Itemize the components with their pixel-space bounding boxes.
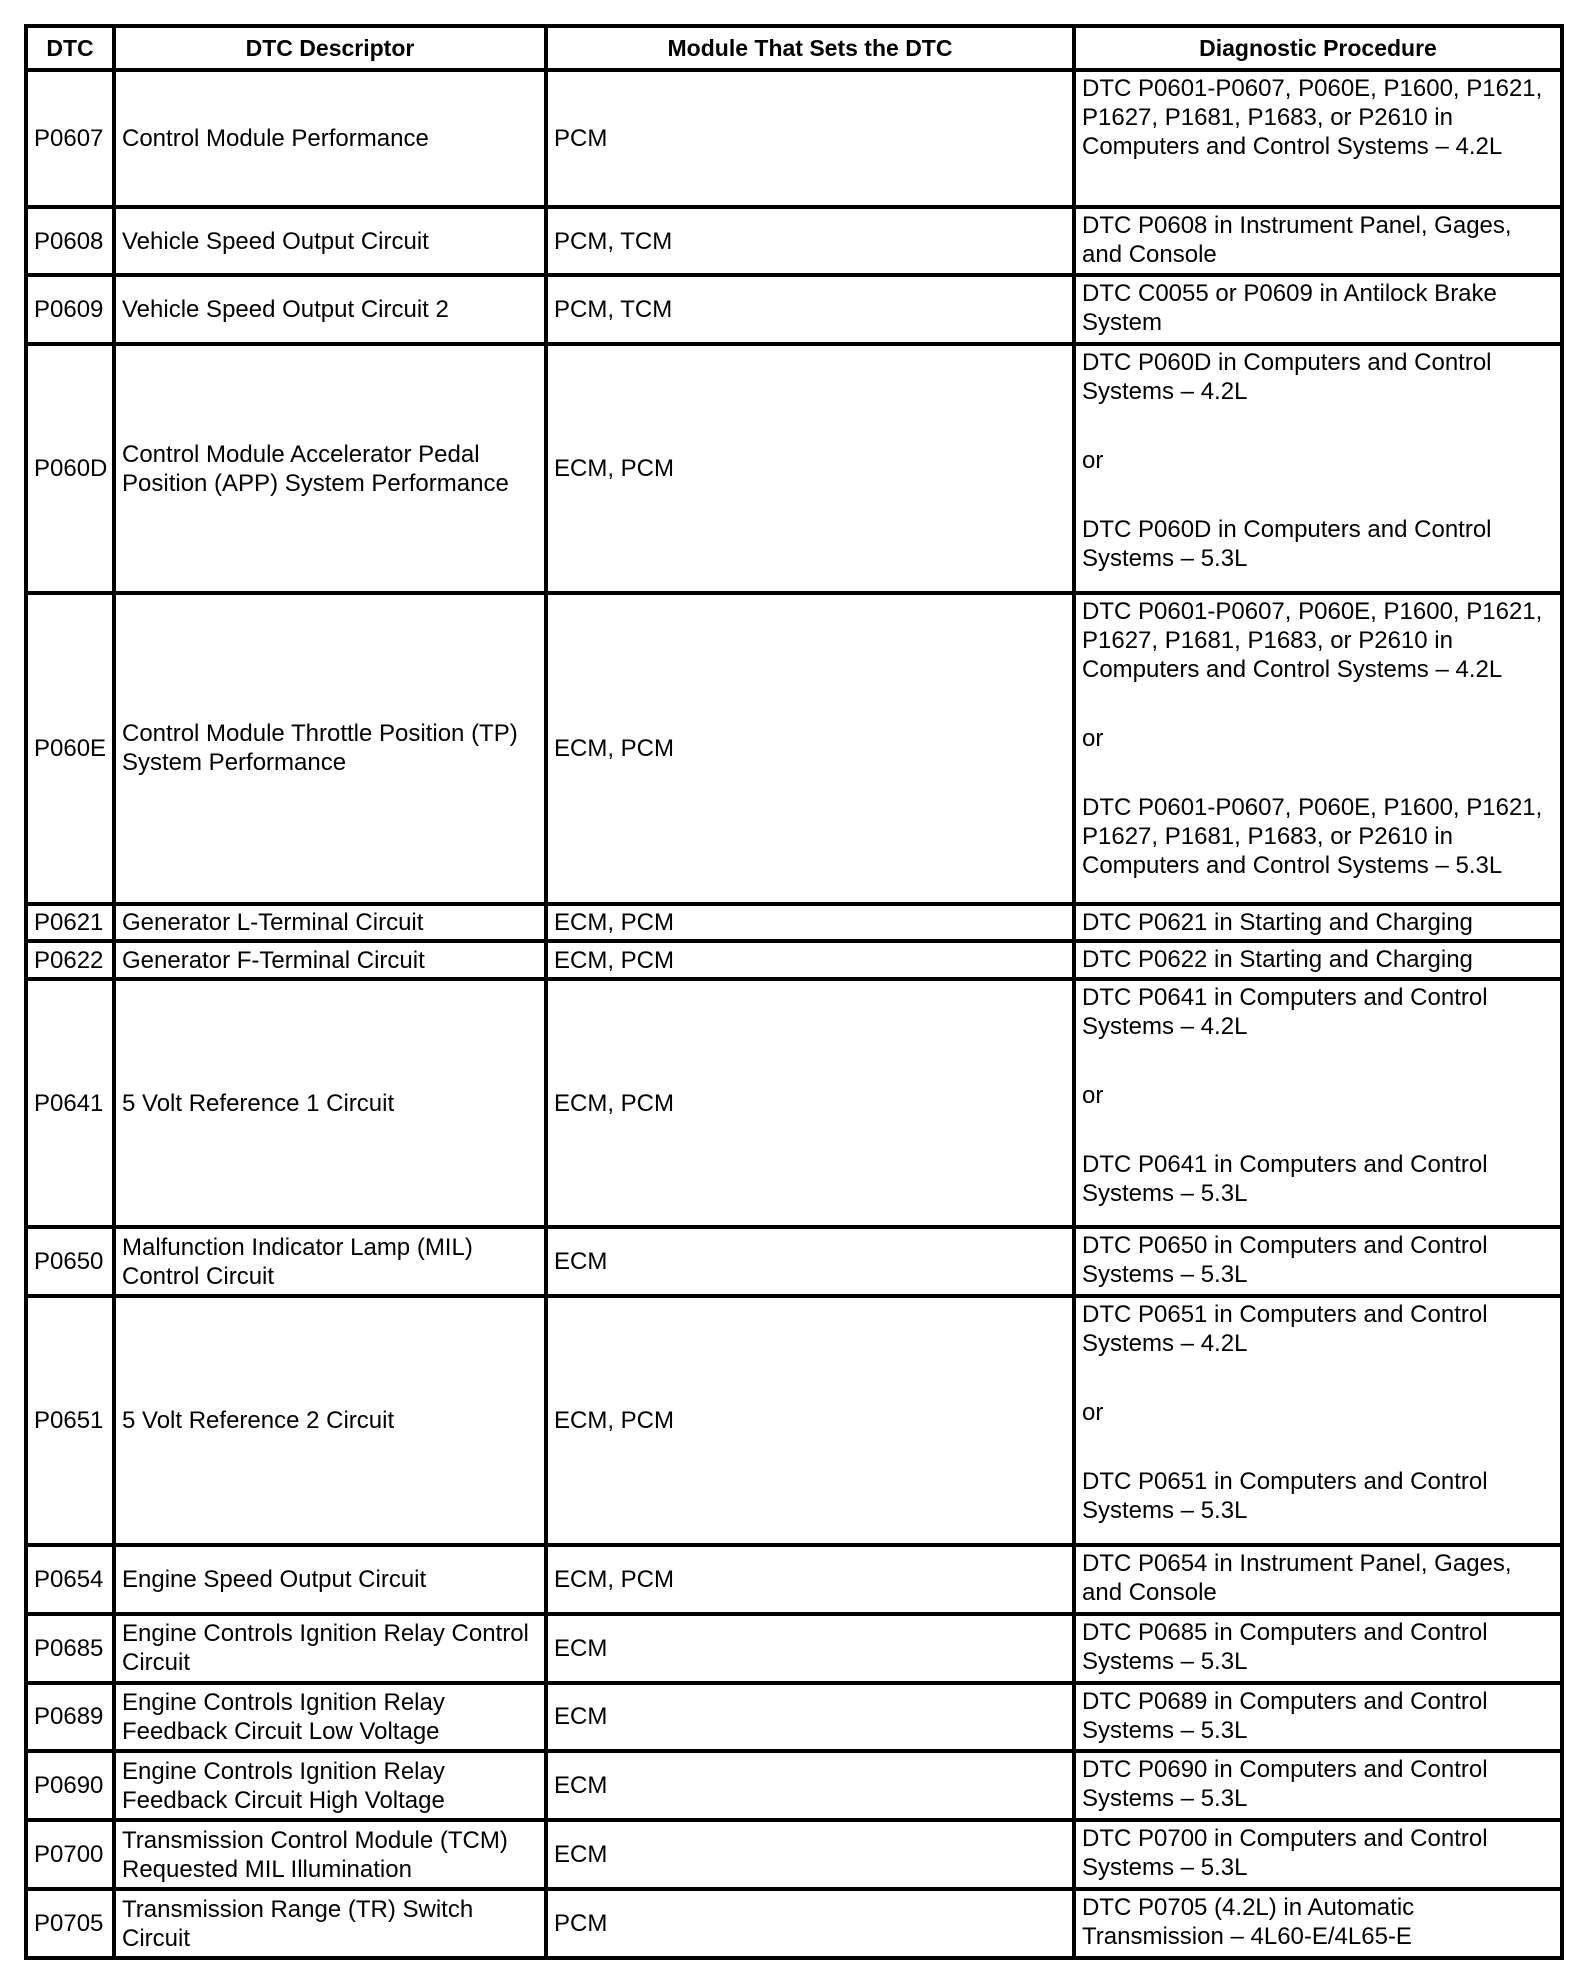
module-cell: ECM, PCM: [546, 941, 1074, 979]
module-cell: PCM: [546, 1889, 1074, 1958]
dtc-descriptor-cell: Transmission Range (TR) Switch Circuit: [114, 1889, 546, 1958]
procedure-paragraph: DTC P060D in Computers and Control Systems – 4.2L: [1082, 349, 1492, 406]
dtc-code-cell: P0650: [26, 1227, 114, 1296]
procedure-paragraph: DTC P0654 in Instrument Panel, Gages, and Console: [1082, 1549, 1512, 1606]
diagnostic-procedure-cell: [1074, 275, 1562, 344]
diagnostic-procedure-cell: [1074, 1820, 1562, 1889]
procedure-paragraph: DTC P0651 in Computers and Control Systems – 4.2L: [1082, 1301, 1488, 1358]
module-cell: ECM: [546, 1820, 1074, 1889]
module-cell: ECM, PCM: [546, 1545, 1074, 1614]
table-body: [26, 70, 1562, 1958]
dtc-descriptor-cell: 5 Volt Reference 2 Circuit: [114, 1296, 546, 1545]
procedure-paragraph: DTC P0690 in Computers and Control Systems – 5.3L: [1082, 1756, 1488, 1813]
header-module: Module That Sets the DTC: [546, 26, 1074, 70]
dtc-descriptor-cell: Vehicle Speed Output Circuit: [114, 207, 546, 276]
module-cell: ECM: [546, 1683, 1074, 1752]
paragraph-gap: [1082, 406, 1554, 446]
table-row: [26, 344, 1562, 593]
diagnostic-procedure-cell: [1074, 904, 1562, 942]
procedure-paragraph: DTC P0641 in Computers and Control Systems – 4.2L: [1082, 983, 1488, 1040]
diagnostic-procedure-cell: [1074, 593, 1562, 904]
diagnostic-procedure-cell: [1074, 1545, 1562, 1614]
procedure-paragraph: DTC C0055 or P0609 in Antilock Brake System: [1082, 280, 1497, 337]
header-dtc: DTC: [26, 26, 114, 70]
table-row: [26, 1296, 1562, 1545]
procedure-paragraph: DTC P0650 in Computers and Control Systems – 5.3L: [1082, 1232, 1488, 1289]
dtc-code-cell: P060D: [26, 344, 114, 593]
dtc-code-cell: P0654: [26, 1545, 114, 1614]
diagnostic-procedure-cell: [1074, 344, 1562, 593]
dtc-code-cell: P0651: [26, 1296, 114, 1545]
dtc-code-cell: P0608: [26, 207, 114, 276]
dtc-code-cell: P0690: [26, 1751, 114, 1820]
table-row: [26, 275, 1562, 344]
table-row: [26, 593, 1562, 904]
dtc-descriptor-cell: 5 Volt Reference 1 Circuit: [114, 979, 546, 1228]
dtc-code-cell: P0609: [26, 275, 114, 344]
dtc-code-cell: P0622: [26, 941, 114, 979]
procedure-paragraph: or: [1082, 1399, 1104, 1427]
procedure-paragraph: DTC P060D in Computers and Control Systems – 5.3L: [1082, 516, 1492, 573]
module-cell: ECM: [546, 1751, 1074, 1820]
procedure-paragraph: DTC P0705 (4.2L) in Automatic Transmission – 4L60-E/4L65-E: [1082, 1894, 1415, 1951]
paragraph-gap: [1082, 1427, 1554, 1467]
paragraph-gap: [1082, 753, 1554, 793]
module-cell: ECM, PCM: [546, 979, 1074, 1228]
procedure-paragraph: DTC P0689 in Computers and Control Systems – 5.3L: [1082, 1687, 1488, 1744]
table-header-row: [26, 26, 1562, 70]
dtc-code-cell: P0621: [26, 904, 114, 942]
dtc-table: [24, 24, 1564, 1960]
dtc-code-cell: P0700: [26, 1820, 114, 1889]
dtc-descriptor-cell: Generator F-Terminal Circuit: [114, 941, 546, 979]
procedure-paragraph: DTC P0700 in Computers and Control Systems – 5.3L: [1082, 1825, 1488, 1882]
diagnostic-procedure-cell: [1074, 1296, 1562, 1545]
module-cell: ECM: [546, 1227, 1074, 1296]
procedure-paragraph: DTC P0641 in Computers and Control Systems – 5.3L: [1082, 1150, 1488, 1207]
module-cell: ECM, PCM: [546, 904, 1074, 942]
diagnostic-procedure-cell: [1074, 1227, 1562, 1296]
dtc-descriptor-cell: Vehicle Speed Output Circuit 2: [114, 275, 546, 344]
paragraph-gap: [1082, 684, 1554, 724]
table-row: [26, 1614, 1562, 1683]
dtc-code-cell: P0685: [26, 1614, 114, 1683]
dtc-code-cell: P0607: [26, 70, 114, 207]
dtc-descriptor-cell: Engine Controls Ignition Relay Feedback Circuit High Voltage: [114, 1751, 546, 1820]
diagnostic-procedure-cell: [1074, 1889, 1562, 1958]
table-row: [26, 1683, 1562, 1752]
diagnostic-procedure-cell: [1074, 941, 1562, 979]
procedure-paragraph: or: [1082, 1081, 1104, 1109]
dtc-descriptor-cell: Control Module Performance: [114, 70, 546, 207]
dtc-descriptor-cell: Control Module Throttle Position (TP) System Performance: [114, 593, 546, 904]
module-cell: ECM, PCM: [546, 1296, 1074, 1545]
procedure-paragraph: or: [1082, 724, 1104, 752]
diagnostic-procedure-cell: [1074, 979, 1562, 1228]
module-cell: ECM, PCM: [546, 593, 1074, 904]
dtc-code-cell: P0689: [26, 1683, 114, 1752]
dtc-code-cell: P0705: [26, 1889, 114, 1958]
procedure-paragraph: DTC P0601-P0607, P060E, P1600, P1621, P1627, P1681, P1683, or P2610 in Computers and Control Systems – 5.3L: [1082, 793, 1543, 879]
module-cell: ECM, PCM: [546, 344, 1074, 593]
header-procedure: Diagnostic Procedure: [1074, 26, 1562, 70]
table-row: [26, 1545, 1562, 1614]
dtc-descriptor-cell: Generator L-Terminal Circuit: [114, 904, 546, 942]
table-row: [26, 1820, 1562, 1889]
dtc-descriptor-cell: Transmission Control Module (TCM) Requested MIL Illumination: [114, 1820, 546, 1889]
procedure-paragraph: DTC P0608 in Instrument Panel, Gages, and Console: [1082, 211, 1512, 268]
table-row: [26, 904, 1562, 942]
module-cell: PCM, TCM: [546, 207, 1074, 276]
dtc-descriptor-cell: Engine Speed Output Circuit: [114, 1545, 546, 1614]
diagnostic-procedure-cell: [1074, 1614, 1562, 1683]
diagnostic-procedure-cell: [1074, 207, 1562, 276]
dtc-code-cell: P060E: [26, 593, 114, 904]
table-row: [26, 1889, 1562, 1958]
header-descriptor: DTC Descriptor: [114, 26, 546, 70]
dtc-descriptor-cell: Control Module Accelerator Pedal Position (APP) System Performance: [114, 344, 546, 593]
procedure-paragraph: DTC P0601-P0607, P060E, P1600, P1621, P1627, P1681, P1683, or P2610 in Computers and Control Systems – 4.2L: [1082, 75, 1543, 160]
table-row: [26, 207, 1562, 276]
procedure-paragraph: DTC P0685 in Computers and Control Systems – 5.3L: [1082, 1618, 1488, 1675]
table-row: [26, 70, 1562, 207]
table-row: [26, 1227, 1562, 1296]
diagnostic-procedure-cell: [1074, 70, 1562, 207]
dtc-descriptor-cell: Engine Controls Ignition Relay Feedback Circuit Low Voltage: [114, 1683, 546, 1752]
module-cell: ECM: [546, 1614, 1074, 1683]
paragraph-gap: [1082, 475, 1554, 515]
procedure-paragraph: DTC P0622 in Starting and Charging: [1082, 946, 1473, 974]
table-row: [26, 941, 1562, 979]
table-row: [26, 979, 1562, 1228]
table-row: [26, 1751, 1562, 1820]
paragraph-gap: [1082, 1110, 1554, 1150]
procedure-paragraph: DTC P0601-P0607, P060E, P1600, P1621, P1627, P1681, P1683, or P2610 in Computers and Control Systems – 4.2L: [1082, 597, 1543, 683]
dtc-code-cell: P0641: [26, 979, 114, 1228]
procedure-paragraph: DTC P0621 in Starting and Charging: [1082, 908, 1473, 936]
procedure-paragraph: or: [1082, 447, 1104, 475]
procedure-paragraph: DTC P0651 in Computers and Control Systems – 5.3L: [1082, 1468, 1488, 1525]
diagnostic-procedure-cell: [1074, 1751, 1562, 1820]
dtc-descriptor-cell: Engine Controls Ignition Relay Control Circuit: [114, 1614, 546, 1683]
paragraph-gap: [1082, 1041, 1554, 1081]
module-cell: PCM, TCM: [546, 275, 1074, 344]
diagnostic-procedure-cell: [1074, 1683, 1562, 1752]
module-cell: PCM: [546, 70, 1074, 207]
paragraph-gap: [1082, 1358, 1554, 1398]
dtc-descriptor-cell: Malfunction Indicator Lamp (MIL) Control Circuit: [114, 1227, 546, 1296]
